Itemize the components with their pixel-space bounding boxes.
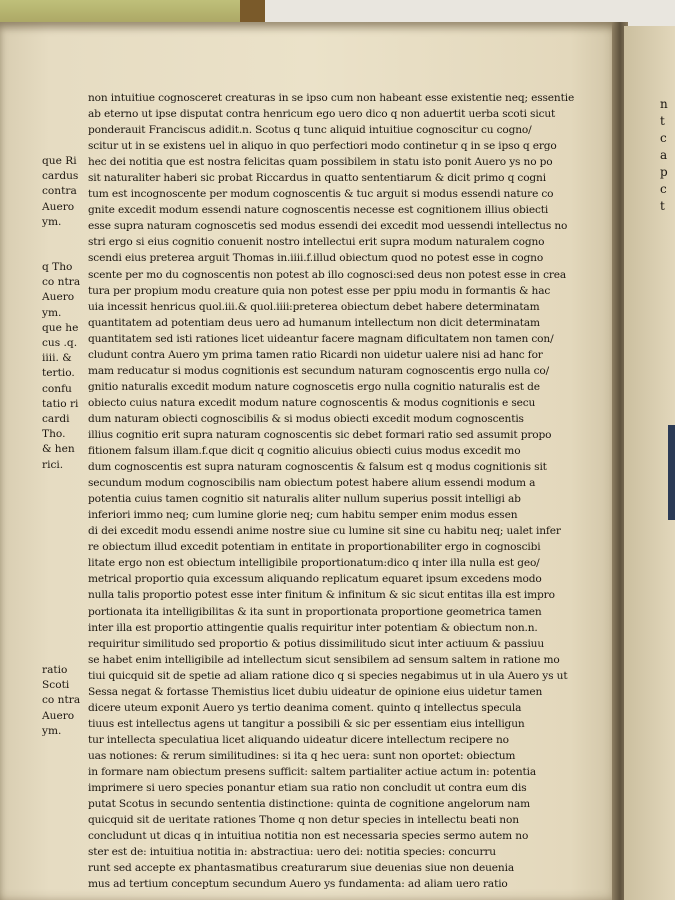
text-line: quantitatem sed isti rationes licet uideantur facere magnam dificultatem non tamen con/ bbox=[88, 332, 554, 345]
text-line: inter illa est proportio attingentie qualis requiritur inter potentiam & obiectum non.n. bbox=[88, 621, 538, 634]
text-line: gnite excedit modum essendi nature cognoscentis necesse est cognitionem illius obiecti bbox=[88, 204, 549, 217]
text-line: ab eterno ut ipse disputat contra henricum ego uero dico q non aduertit uerba scoti sicut bbox=[88, 108, 556, 121]
text-line: inferiori immo neq; cum lumine glorie neq; cum habitu semper enim modus essen bbox=[88, 509, 518, 522]
margin-note-line: Tho. bbox=[42, 428, 66, 441]
margin-note-line: cus .q. bbox=[42, 337, 78, 350]
margin-note-line: tertio. bbox=[42, 367, 75, 380]
text-line: ster est de: intuitiua notitia in: abstractiua: uero dei: notitia species: concurru bbox=[88, 846, 496, 859]
margin-note-line: que Ri bbox=[42, 155, 77, 167]
text-line: scitur ut in se existens uel in aliquo in quo perfectiori modo continetur q in se ipso q ergo bbox=[88, 140, 557, 153]
text-line: di dei excedit modu essendi anime nostre siue cu lumine sit sine cu habitu neq; ualet infer bbox=[88, 525, 561, 538]
text-line: putat Scotus in secundo sententia distinctione: quinta de cognitione angelorum nam bbox=[88, 798, 531, 811]
text-line: nulla talis proportio potest esse inter finitum & infinitum & sic sicut entitas illa est impro bbox=[88, 589, 555, 602]
text-line: hec dei notitia que est nostra felicitas quam possibilem in statu isto ponit Auero ys no po bbox=[88, 156, 553, 169]
text-line: runt sed accepte ex phantasmatibus creaturarum siue deuenias siue non deuenia bbox=[88, 862, 514, 875]
text-line: ponderauit Franciscus adidit.n. Scotus q tunc aliquid intuitiue cognoscitur cu cogno/ bbox=[88, 124, 532, 137]
margin-note-line: que he bbox=[42, 321, 79, 334]
margin-note-line: cardus bbox=[42, 170, 79, 183]
text-line: quicquid sit de ueritate rationes Thome q non detur species in intellectu beati non bbox=[88, 814, 519, 827]
text-line: mus ad tertium conceptum secundum Auero ys fundamenta: ad aliam uero ratio bbox=[88, 878, 508, 891]
text-line: obiecto cuius natura excedit modum nature cognoscentis & modus cognitionis e secu bbox=[88, 396, 536, 409]
text-line: concludunt ut dicas q in intuitiua notitia non est necessaria species sermo autem no bbox=[88, 830, 529, 843]
margin-note-line: Auero bbox=[42, 709, 75, 722]
text-line: dicere uteum exponit Auero ys tertio deanima coment. quinto q intellectus specula bbox=[88, 701, 522, 714]
text-line: potentia cuius tamen cognitio sit naturalis aliter nullum superius possit intelligi ab bbox=[88, 493, 521, 506]
text-line: scente per mo du cognoscentis non potest ab illo cognosci:sed deus non potest esse in crea bbox=[88, 268, 567, 281]
text-line: tiuus est intellectus agens ut tangitur a possibili & sic per essentiam eius intelligun bbox=[88, 717, 525, 730]
facing-page-fragment: p bbox=[660, 165, 668, 179]
text-line: tum est incognoscente per modum cognoscentis & tuc arguit si modus essendi nature co bbox=[88, 188, 554, 201]
main-text-column bbox=[88, 90, 580, 892]
text-line: cludunt contra Auero ym prima tamen ratio Ricardi non uidetur ualere nisi ad hanc for bbox=[88, 348, 543, 361]
text-line: fitionem falsum illam.f.que dicit q cognitio alicuius obiecti cuius modus excedit mo bbox=[88, 445, 521, 458]
margin-note-line: & hen bbox=[42, 443, 75, 456]
text-line: Sessa negat & fortasse Themistius licet dubiu uideatur de opinione eius uidetur tamen bbox=[88, 685, 543, 698]
margin-note-line: co ntra bbox=[42, 276, 81, 289]
text-line: illius cognitio erit supra naturam cognoscentis sic debet formari ratio sed assumit propo bbox=[88, 428, 552, 441]
text-line: portionata ita intelligibilitas & ita sunt in proportionata proportione geometrica tamen bbox=[88, 605, 542, 618]
text-line: tur intellecta speculatiua licet aliquando uideatur dicere intellectum recipere no bbox=[88, 733, 509, 746]
margin-note-line: tatio ri bbox=[42, 397, 79, 410]
text-line: se habet enim intelligibile ad intellectum sicut sensibilem ad sensum saltem in ratione mo bbox=[88, 653, 560, 666]
text-line: requiritur similitudo sed proportio & potius dissimilitudo sicut inter actiuum & passiuu bbox=[88, 637, 545, 650]
margin-note-line: Auero bbox=[42, 200, 75, 213]
text-line: litate ergo non est obiectum intelligibile proportionatum:dico q inter illa nulla est geo/ bbox=[88, 557, 540, 570]
facing-page-fragment: n bbox=[660, 97, 668, 111]
facing-page-fragment: t bbox=[660, 199, 665, 213]
text-line: imprimere si uero species ponantur etiam sua ratio non concludit ut contra eum dis bbox=[88, 782, 527, 795]
margin-note-line: cardi bbox=[42, 413, 70, 426]
margin-note-line: contra bbox=[42, 185, 77, 198]
margin-note-thomas bbox=[42, 260, 80, 473]
text-line: scendi eius preterea arguit Thomas in.iiii.f.illud obiectum quod no potest esse in cogno bbox=[88, 252, 544, 265]
text-line: tiui quicquid sit de spetie ad aliam ratione dico q si species negabimus ut in ula Auero ys ut bbox=[88, 669, 568, 682]
facing-page-fragment: c bbox=[660, 182, 667, 196]
text-line: re obiectum illud excedit potentiam in entitate in proportionabiliter ergo in cognoscibi bbox=[88, 541, 541, 554]
text-line: mam reducatur si modus cognitionis est secundum naturam cognoscentis ergo nulla co/ bbox=[88, 364, 550, 377]
margin-note-line: confu bbox=[42, 382, 72, 395]
facing-page-fragment: a bbox=[660, 148, 668, 162]
text-line: non intuitiue cognosceret creaturas in se ipso cum non habeant esse existentie neq; essentie bbox=[88, 92, 575, 104]
facing-page-illustration-edge bbox=[668, 425, 675, 520]
margin-note-line: ym. bbox=[42, 724, 62, 737]
text-line: quantitatem ad potentiam deus uero ad humanum intellectum non dicit determinatam bbox=[88, 316, 540, 329]
text-line: dum naturam obiecti cognoscibilis & si modus obiecti excedit modum cognoscentis bbox=[88, 412, 524, 425]
margin-note-line: iiii. & bbox=[42, 352, 72, 365]
text-line: in formare nam obiectum presens sufficit: saltem partialiter actiue actum in: potentia bbox=[88, 765, 537, 778]
text-line: tura per propium modu creature quia non potest esse per ppiu modu in formantis & hac bbox=[88, 284, 551, 297]
text-line: gnitio naturalis excedit modum nature cognoscetis ergo nulla cognitio naturalis est de bbox=[88, 380, 540, 393]
facing-page-fragment: c bbox=[660, 131, 667, 145]
margin-note-line: ym. bbox=[42, 215, 62, 228]
text-line: stri ergo si eius cognitio conuenit nostro intellectui erit supra modum naturalem cogno bbox=[88, 236, 545, 249]
text-line: esse supra naturam cognoscetis sed modus essendi dei excedit mod uessendi intellectus no bbox=[88, 220, 568, 233]
facing-page-fragment: t bbox=[660, 114, 665, 128]
text-line: metrical proportio quia excessum aliquando replicatum equaret ipsum excedens modo bbox=[88, 573, 542, 586]
margin-note-line: ym. bbox=[42, 306, 62, 319]
facing-page-text bbox=[660, 96, 675, 215]
margin-note-scotus bbox=[42, 663, 80, 739]
margin-note-ricardus bbox=[42, 154, 78, 230]
margin-note-line: ratio bbox=[42, 664, 68, 676]
margin-note-line: q Tho bbox=[42, 261, 73, 273]
margin-note-line: Auero bbox=[42, 291, 75, 304]
margin-note-line: co ntra bbox=[42, 694, 81, 707]
margin-note-line: rici. bbox=[42, 458, 64, 471]
text-line: dum cognoscentis est supra naturam cognoscentis & falsum est q modus cognitionis sit bbox=[88, 461, 547, 474]
text-line: secundum modum cognoscibilis nam obiectum potest habere alium essendi modum a bbox=[88, 477, 536, 490]
text-line: uas notiones: & rerum similitudines: si ita q hec uera: sunt non oportet: obiectum bbox=[88, 749, 516, 762]
text-line: sit naturaliter haberi sic probat Riccardus in quatto sententiarum & dicit primo q cogni bbox=[88, 172, 546, 185]
text-line: uia incessit henricus quol.iii.& quol.iiii:preterea obiectum debet habere determinatam bbox=[88, 300, 540, 313]
margin-note-line: Scoti bbox=[42, 679, 70, 692]
